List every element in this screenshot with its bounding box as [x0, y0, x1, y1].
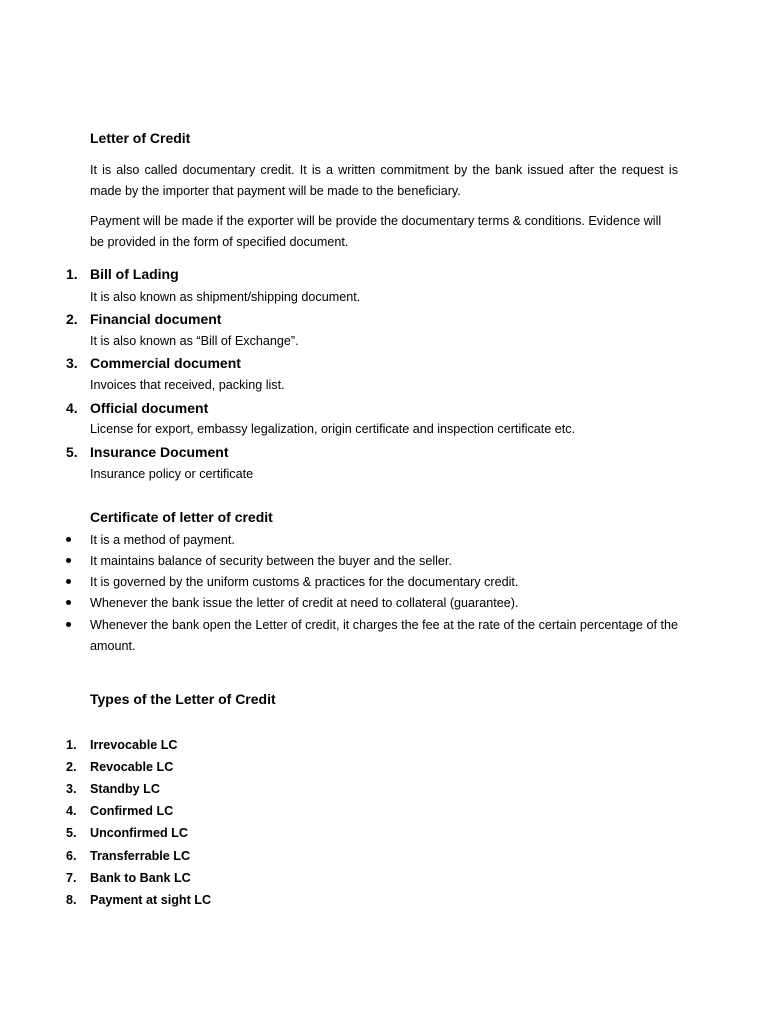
bullet-text: It is a method of payment. [90, 533, 235, 547]
type-item [0, 801, 768, 821]
type-item-number: 7. [66, 871, 77, 885]
type-item-number: 8. [66, 893, 77, 907]
type-item-label: Payment at sight LC [90, 893, 212, 907]
lc-definition-paragraph: It is also called documentary credit. It is a written commitment by the bank issued after the request is made by the importer that payment will be made to the beneficiary. [90, 163, 678, 198]
type-item-label: Transferrable LC [90, 849, 191, 863]
document-item-description: License for export, embassy legalization, origin certificate and inspection certificate etc. [90, 422, 576, 436]
types-heading: Types of the Letter of Credit [90, 691, 276, 707]
type-item [0, 757, 768, 777]
type-item-number: 2. [66, 760, 77, 774]
type-item-number: 3. [66, 782, 77, 796]
document-item [0, 442, 768, 462]
document-item-number: 2. [66, 311, 78, 327]
document-item-description: It is also known as shipment/shipping document. [90, 290, 361, 304]
document-item-description: It is also known as “Bill of Exchange”. [90, 334, 299, 348]
type-item-label: Bank to Bank LC [90, 871, 191, 885]
bullet-icon [66, 600, 71, 605]
type-item-number: 1. [66, 738, 77, 752]
document-item-title: Official document [90, 400, 209, 416]
document-item-title: Financial document [90, 311, 222, 327]
bullet-icon [66, 537, 71, 542]
bullet-text: It is governed by the uniform customs & practices for the documentary credit. [90, 575, 519, 589]
bullet-text: Whenever the bank open the Letter of credit, it charges the fee at the rate of the certain percentage of the amount. [90, 618, 678, 653]
type-item-number: 4. [66, 804, 77, 818]
type-item [0, 890, 768, 910]
document-item-title: Insurance Document [90, 444, 229, 460]
document-item-description: Insurance policy or certificate [90, 467, 254, 481]
type-item [0, 779, 768, 799]
document-item-number: 5. [66, 444, 78, 460]
lc-payment-paragraph: Payment will be made if the exporter will be provide the documentary terms & conditions. Evidence will be provided in the form of specified document. [90, 214, 662, 249]
document-item-number: 3. [66, 355, 78, 371]
bullet-icon [66, 622, 71, 627]
bullet-text: Whenever the bank issue the letter of credit at need to collateral (guarantee). [90, 596, 519, 610]
bullet-icon [66, 558, 71, 563]
certificate-heading: Certificate of letter of credit [90, 509, 273, 525]
document-item [0, 398, 768, 418]
type-item-label: Irrevocable LC [90, 738, 178, 752]
document-item-title: Bill of Lading [90, 266, 179, 282]
document-item-title: Commercial document [90, 355, 241, 371]
type-item [0, 846, 768, 866]
bullet-text: It maintains balance of security between the buyer and the seller. [90, 554, 452, 568]
document-item [0, 309, 768, 329]
type-item [0, 735, 768, 755]
document-item [0, 353, 768, 373]
type-item-label: Unconfirmed LC [90, 826, 188, 840]
document-item-number: 4. [66, 400, 78, 416]
document-item-description: Invoices that received, packing list. [90, 378, 285, 392]
lc-heading: Letter of Credit [90, 130, 191, 146]
type-item [0, 868, 768, 888]
bullet-icon [66, 579, 71, 584]
type-item [0, 823, 768, 843]
document-item-number: 1. [66, 266, 78, 282]
type-item-number: 6. [66, 849, 77, 863]
document-item [0, 264, 768, 284]
type-item-label: Revocable LC [90, 760, 174, 774]
type-item-label: Standby LC [90, 782, 160, 796]
type-item-number: 5. [66, 826, 77, 840]
type-item-label: Confirmed LC [90, 804, 174, 818]
